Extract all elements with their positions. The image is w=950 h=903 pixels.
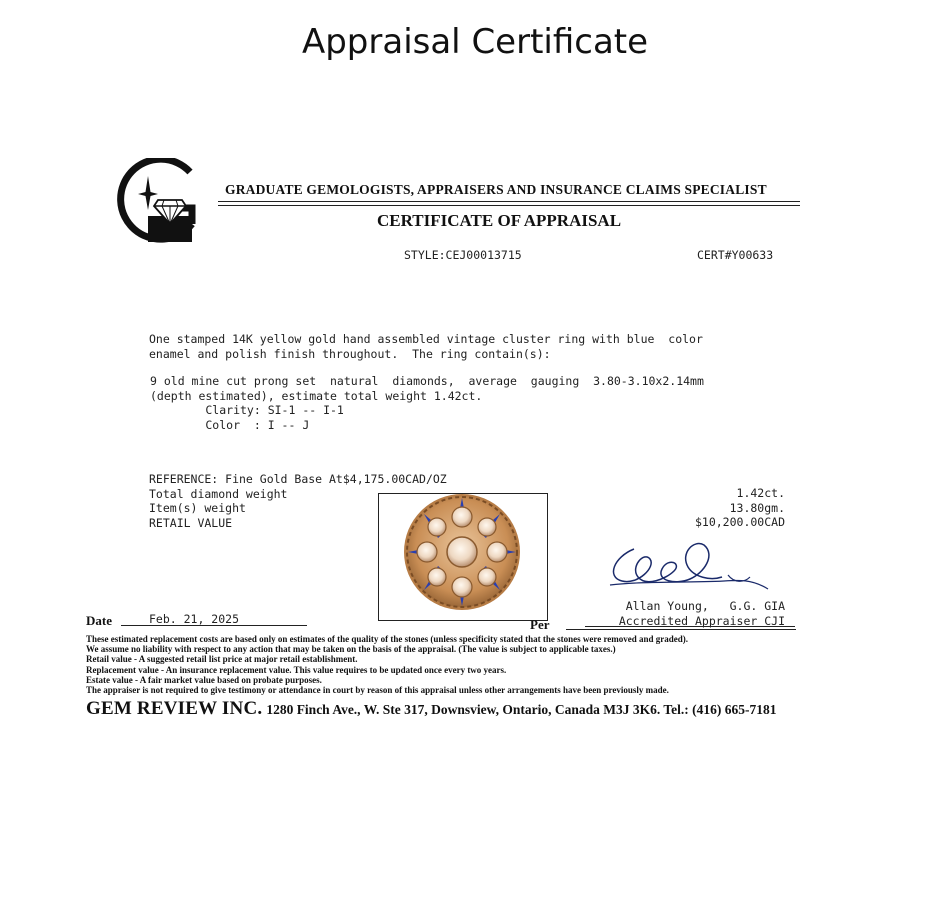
description-line: One stamped 14K yellow gold hand assembled vintage cluster ring with blue color	[149, 332, 703, 346]
ring-illustration-icon	[379, 494, 547, 620]
footer-address: 1280 Finch Ave., W. Ste 317, Downsview, Ontario, Canada M3J 3K6. Tel.: (416) 665-7181	[266, 702, 777, 717]
retail-value-amount: $10,200.00CAD	[694, 515, 785, 529]
certificate-number: CERT#Y00633	[697, 248, 774, 262]
total-diamond-weight-value: 1.42ct.	[736, 486, 785, 500]
disclaimer-line: Retail value - A suggested retail list price at major retail establishment.	[86, 654, 358, 665]
date-label: Date	[86, 613, 112, 628]
stone-details	[150, 374, 704, 432]
item-description	[149, 332, 703, 361]
description-line: enamel and polish finish throughout. The ring contain(s):	[149, 346, 551, 361]
retail-value-label: RETAIL VALUE	[149, 515, 233, 530]
style-number: STYLE:CEJ00013715	[404, 248, 522, 262]
disclaimer-line: The appraiser is not required to give testimony or attendance in court by reason of this appraisal unless other arrangements have been previously made.	[86, 685, 669, 696]
header-rule	[218, 201, 800, 202]
clarity-line: Clarity: SI-1 -- I-1	[150, 403, 344, 417]
footer	[86, 698, 776, 720]
stone-line: (depth estimated), estimate total weight 1.42ct.	[150, 388, 483, 403]
color-line: Color : I -- J	[150, 417, 310, 432]
reference-values	[695, 486, 785, 530]
date-value: Feb. 21, 2025	[149, 612, 240, 626]
item-weight-label: Item(s) weight	[149, 501, 246, 515]
company-logo-icon	[112, 158, 198, 246]
appraiser-name: Allan Young, G.G. GIA	[625, 599, 785, 613]
signature-icon	[604, 537, 776, 599]
header-rule	[218, 205, 800, 206]
organization-name: GRADUATE GEMOLOGISTS, APPRAISERS AND INSURANCE CLAIMS SPECIALIST	[225, 182, 767, 197]
footer-company: GEM REVIEW INC.	[86, 698, 263, 719]
appraiser-rule	[585, 626, 795, 627]
ring-photo	[378, 493, 548, 621]
total-diamond-weight-label: Total diamond weight	[149, 486, 288, 501]
reference-line: REFERENCE: Fine Gold Base At$4,175.00CAD/OZ	[149, 472, 447, 486]
disclaimers	[86, 634, 866, 695]
per-rule	[566, 629, 796, 630]
appraiser-title: Accredited Appraiser CJI	[618, 613, 785, 628]
disclaimer-line: These estimated replacement costs are based only on estimates of the quality of the stones (unless specificity stated that the stones were removed and graded).	[86, 634, 689, 644]
per-label: Per	[530, 617, 550, 632]
disclaimer-line: We assume no liability with respect to any action that may be taken on the basis of the appraisal. (The value is subject to applicable taxes.)	[86, 644, 616, 655]
page-title: Appraisal Certificate	[301, 22, 649, 62]
item-weight-value: 13.80gm.	[729, 500, 785, 515]
appraiser-block	[619, 599, 785, 628]
disclaimer-line: Estate value - A fair market value based on probate purposes.	[86, 674, 322, 685]
disclaimer-line: Replacement value - An insurance replacement value. This value requires to be updated once every two years.	[86, 664, 507, 675]
certificate-heading: CERTIFICATE OF APPRAISAL	[377, 211, 622, 230]
stone-line: 9 old mine cut prong set natural diamonds, average gauging 3.80-3.10x2.14mm	[150, 374, 704, 388]
